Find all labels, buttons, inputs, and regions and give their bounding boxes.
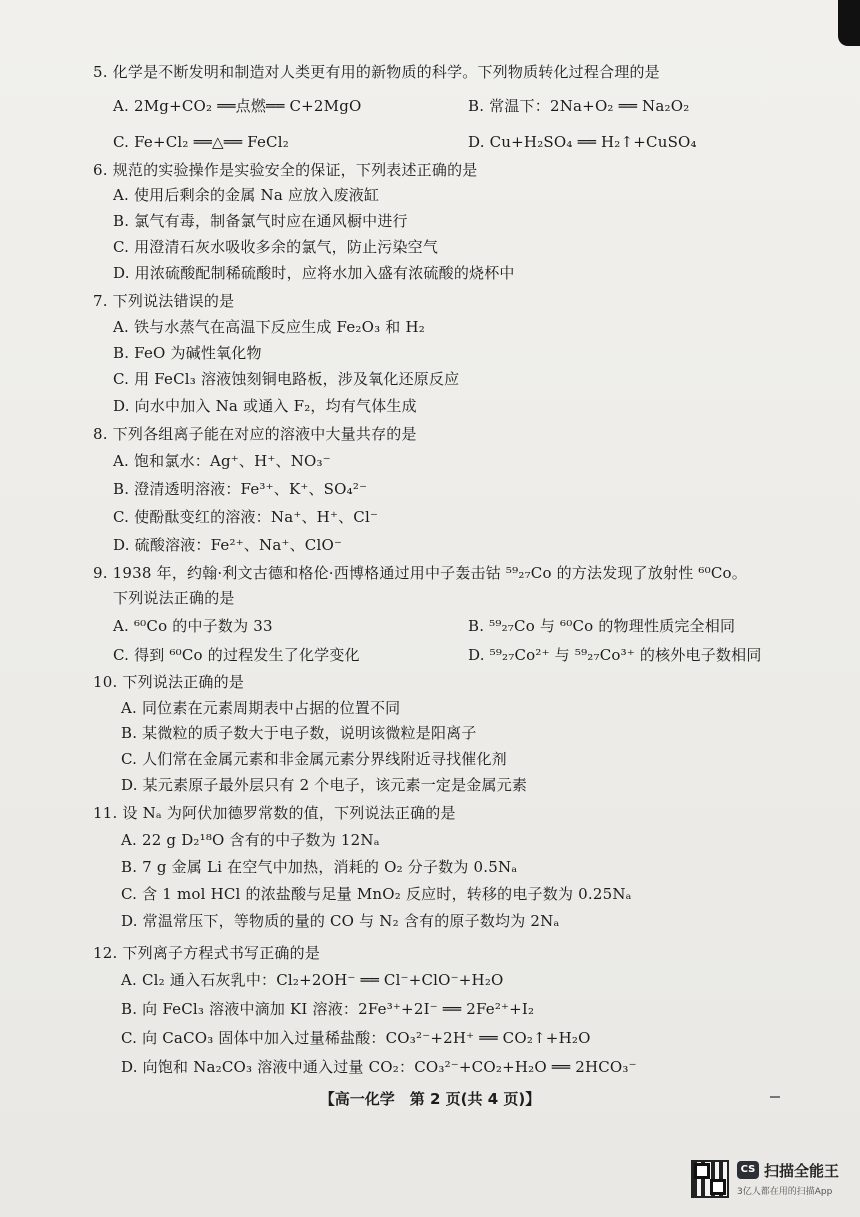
camscanner-name: 扫描全能王: [764, 1162, 840, 1180]
footer-dash: [770, 1096, 780, 1098]
option-11b: B. 7 g 金属 Li 在空气中加热，消耗的 O₂ 分子数为 0.5Nₐ: [121, 858, 518, 876]
option-9a: A. ⁶⁰Co 的中子数为 33: [113, 617, 273, 635]
option-10b: B. 某微粒的质子数大于电子数，说明该微粒是阳离子: [121, 724, 477, 742]
option-5b: B. 常温下：2Na+O₂ ══ Na₂O₂: [468, 97, 690, 115]
option-8b: B. 澄清透明溶液：Fe³⁺、K⁺、SO₄²⁻: [113, 480, 368, 498]
option-9c: C. 得到 ⁶⁰Co 的过程发生了化学变化: [113, 646, 360, 664]
camscanner-tagline: 3亿人都在用的扫描App: [737, 1187, 833, 1197]
option-8d: D. 硫酸溶液：Fe²⁺、Na⁺、ClO⁻: [113, 536, 343, 554]
option-12d: D. 向饱和 Na₂CO₃ 溶液中通入过量 CO₂：CO₃²⁻+CO₂+H₂O ══ 2HCO₃⁻: [121, 1058, 637, 1076]
option-12a: A. Cl₂ 通入石灰乳中：Cl₂+2OH⁻ ══ Cl⁻+ClO⁻+H₂O: [121, 971, 504, 989]
question-7: 7. 下列说法错误的是: [93, 292, 235, 310]
camscanner-logo: CS: [737, 1161, 759, 1179]
option-11a: A. 22 g D₂¹⁸O 含有的中子数为 12Nₐ: [121, 831, 380, 849]
option-7d: D. 向水中加入 Na 或通入 F₂，均有气体生成: [113, 397, 417, 415]
question-5: 5. 化学是不断发明和制造对人类更有用的新物质的科学。下列物质转化过程合理的是: [93, 63, 660, 81]
option-7a: A. 铁与水蒸气在高温下反应生成 Fe₂O₃ 和 H₂: [113, 318, 425, 336]
option-6b: B. 氯气有毒，制备氯气时应在通风橱中进行: [113, 212, 408, 230]
question-11: 11. 设 Nₐ 为阿伏加德罗常数的值，下列说法正确的是: [93, 804, 456, 822]
option-12c: C. 向 CaCO₃ 固体中加入过量稀盐酸：CO₃²⁻+2H⁺ ══ CO₂↑+H₂O: [121, 1029, 591, 1047]
option-5d: D. Cu+H₂SO₄ ══ H₂↑+CuSO₄: [468, 133, 697, 151]
option-8a: A. 饱和氯水：Ag⁺、H⁺、NO₃⁻: [113, 452, 331, 470]
question-8: 8. 下列各组离子能在对应的溶液中大量共存的是: [93, 425, 417, 443]
option-5c: C. Fe+Cl₂ ══△══ FeCl₂: [113, 133, 289, 151]
option-6a: A. 使用后剩余的金属 Na 应放入废液缸: [113, 186, 380, 204]
qr-code-icon: [691, 1160, 729, 1198]
question-9: 9. 1938 年，约翰·利文古德和格伦·西博格通过用中子轰击钴 ⁵⁹₂₇Co 的方法发现了放射性 ⁶⁰Co。: [93, 564, 747, 582]
option-10d: D. 某元素原子最外层只有 2 个电子，该元素一定是金属元素: [121, 776, 528, 794]
option-7c: C. 用 FeCl₃ 溶液蚀刻铜电路板，涉及氧化还原反应: [113, 370, 460, 388]
option-9d: D. ⁵⁹₂₇Co²⁺ 与 ⁵⁹₂₇Co³⁺ 的核外电子数相同: [468, 646, 762, 664]
question-6: 6. 规范的实验操作是实验安全的保证，下列表述正确的是: [93, 161, 478, 179]
question-12: 12. 下列离子方程式书写正确的是: [93, 944, 321, 962]
option-9b: B. ⁵⁹₂₇Co 与 ⁶⁰Co 的物理性质完全相同: [468, 617, 736, 635]
option-11c: C. 含 1 mol HCl 的浓盐酸与足量 MnO₂ 反应时，转移的电子数为 0.25Nₐ: [121, 885, 632, 903]
scan-corner-mark: [838, 0, 860, 46]
question-10: 10. 下列说法正确的是: [93, 673, 245, 691]
option-6c: C. 用澄清石灰水吸收多余的氯气，防止污染空气: [113, 238, 439, 256]
option-12b: B. 向 FeCl₃ 溶液中滴加 KI 溶液：2Fe³⁺+2I⁻ ══ 2Fe²⁺+I₂: [121, 1000, 535, 1018]
option-10c: C. 人们常在金属元素和非金属元素分界线附近寻找催化剂: [121, 750, 507, 768]
option-8c: C. 使酚酞变红的溶液：Na⁺、H⁺、Cl⁻: [113, 508, 379, 526]
question-9-stem: 下列说法正确的是: [113, 589, 235, 607]
option-6d: D. 用浓硫酸配制稀硫酸时，应将水加入盛有浓硫酸的烧杯中: [113, 264, 515, 282]
option-10a: A. 同位素在元素周期表中占据的位置不同: [121, 699, 401, 717]
option-11d: D. 常温常压下，等物质的量的 CO 与 N₂ 含有的原子数均为 2Nₐ: [121, 912, 560, 930]
option-7b: B. FeO 为碱性氧化物: [113, 344, 262, 362]
page-footer: 【高一化学 第 2 页(共 4 页)】: [319, 1090, 541, 1108]
option-5a: A. 2Mg+CO₂ ══点燃══ C+2MgO: [113, 97, 362, 115]
